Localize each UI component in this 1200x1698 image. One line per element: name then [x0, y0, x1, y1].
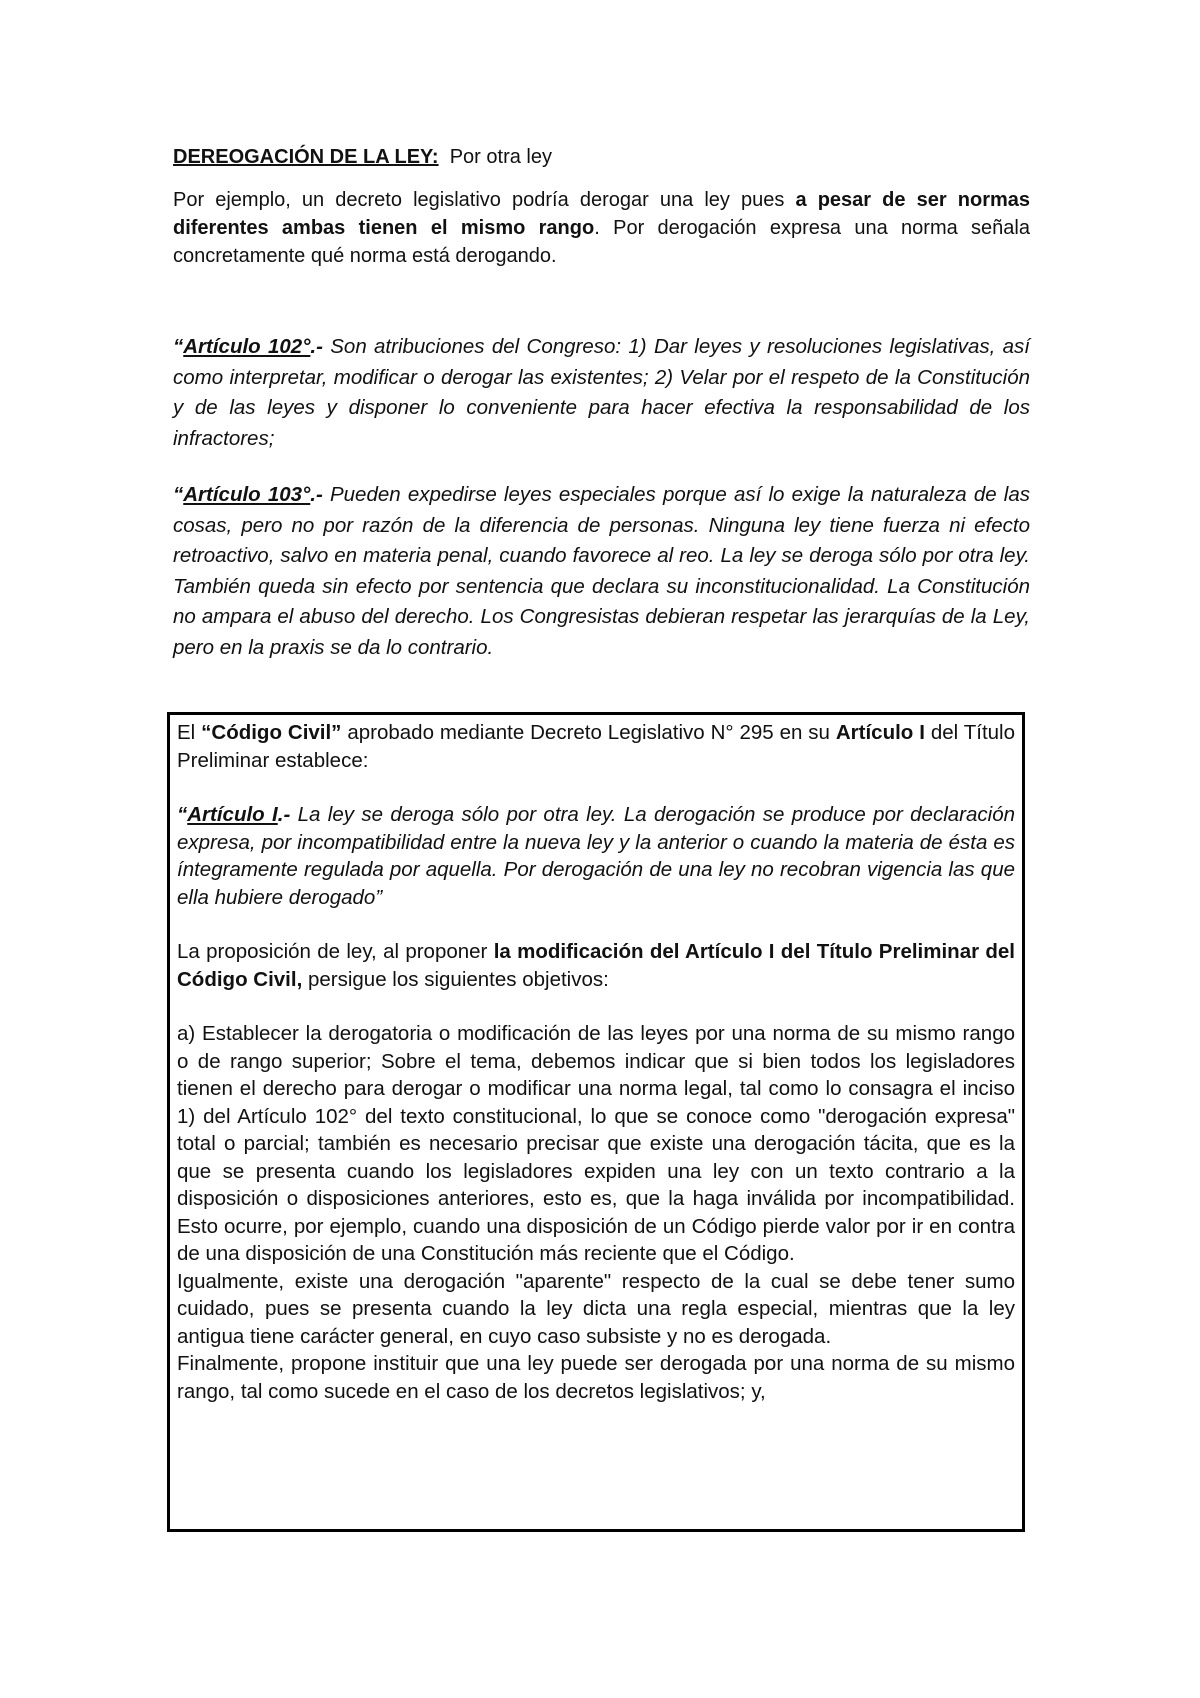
article-102-quote: “: [173, 335, 184, 358]
section-heading: [173, 142, 1030, 172]
article-i: [177, 801, 1015, 911]
article-102-label: Artículo 102°: [183, 335, 311, 358]
proposal-paragraph: [177, 938, 1015, 993]
spacer: [177, 911, 1015, 938]
box-intro-t3: del Título Preliminar establece:: [177, 721, 1016, 772]
article-i-dash: .-: [277, 803, 291, 826]
proposal-bold: la modificación del Artículo I del Título Preliminar del Código Civil,: [177, 940, 1015, 991]
spacer: [177, 774, 1015, 801]
intro-bold: a pesar de ser normas diferentes ambas tienen el mismo rango: [173, 189, 1031, 239]
apparent-derogation-paragraph: Igualmente, existe una derogación "aparente" respecto de la cual se debe tener sumo cuidado, pues se presenta cuando la ley dicta una regla especial, mientras que la ley antigua tiene carácter general, en cuyo caso subsiste y no es derogada.: [177, 1269, 1015, 1348]
article-103-body: Pueden expedirse leyes especiales porque así lo exige la naturaleza de las cosas, pero no por razón de la diferencia de personas. Ninguna ley tiene fuerza ni efecto retroactivo, salvo en materia penal, cuando favorece al reo. La ley se deroga sólo por otra ley. También queda sin efecto por sentencia que declara su inconstitucionalidad. La Constitución no ampara el abuso del derecho. Los Congresistas debieran respetar las jerarquías de la Ley, pero en la praxis se da lo contrario.: [173, 483, 1030, 659]
box-intro-t1: El: [177, 721, 202, 744]
article-103-label: Artículo 103°: [183, 483, 311, 506]
article-i-body: La ley se deroga sólo por otra ley. La derogación se produce por declaración expresa, por incompatibilidad entre la nueva ley y la anterior o cuando la materia de ésta es íntegramente regulada por aquella. Por derogación de una ley no recobran vigencia las que ella hubiere derogado”: [177, 803, 1015, 909]
box-intro-articulo-i: Artículo I: [835, 721, 925, 744]
article-103-quote: “: [173, 483, 184, 506]
heading-subtitle: Por otra ley: [449, 146, 552, 168]
article-102: [173, 332, 1030, 454]
spacer: [177, 993, 1015, 1020]
article-103-dash: .-: [310, 483, 323, 506]
finally-paragraph: Finalmente, propone instituir que una ley puede ser derogada por una norma de su mismo rango, tal como sucede en el caso de los decretos legislativos; y,: [177, 1352, 1015, 1403]
codigo-civil-box: [167, 712, 1025, 1532]
box-intro: [177, 719, 1015, 774]
article-i-quote: “: [177, 803, 188, 826]
proposal-t1: La proposición de ley, al proponer: [177, 940, 494, 963]
proposal-t2: persigue los siguientes objetivos:: [302, 967, 609, 991]
intro-paragraph: [173, 186, 1030, 270]
intro-text-2: . Por derogación expresa una norma señala concretamente qué norma está derogando.: [173, 217, 1030, 267]
spacer: [173, 454, 1030, 480]
document-page: [173, 142, 1030, 663]
box-intro-codigo-civil: “Código Civil”: [201, 721, 342, 744]
heading-title: DEREOGACIÓN DE LA LEY:: [173, 146, 439, 168]
spacer: [173, 270, 1030, 332]
article-102-body: Son atribuciones del Congreso: 1) Dar leyes y resoluciones legislativas, así como interpretar, modificar o derogar las existentes; 2) Velar por el respeto de la Constitución y de las leyes y disponer lo conveniente para hacer efectiva la responsabilidad de los infractores;: [173, 335, 1030, 450]
article-102-dash: .-: [310, 335, 323, 358]
article-103: [173, 480, 1030, 663]
intro-text-1: Por ejemplo, un decreto legislativo podría derogar una ley pues: [173, 189, 796, 211]
item-a-paragraph: a) Establecer la derogatoria o modificación de las leyes por una norma de su mismo rango o de rango superior; Sobre el tema, debemos indicar que si bien todos los legisladores tienen el derecho para derogar o modificar una norma legal, tal como lo consagra el inciso 1) del Artículo 102° del texto constitucional, lo que se conoce como "derogación expresa" total o parcial; también es necesario precisar que existe una derogación tácita, que es la que se presenta cuando los legisladores expiden una ley con un texto contrario a la disposición o disposiciones anteriores, esto es, que la haga inválida por incompatibilidad. Esto ocurre, por ejemplo, cuando una disposición de un Código pierde valor por ir en contra de una disposición de una Constitución más reciente que el Código.: [177, 1022, 1015, 1265]
article-i-label: Artículo I: [187, 803, 278, 826]
box-intro-t2: aprobado mediante Decreto Legislativo N° 295 en su: [341, 721, 836, 744]
